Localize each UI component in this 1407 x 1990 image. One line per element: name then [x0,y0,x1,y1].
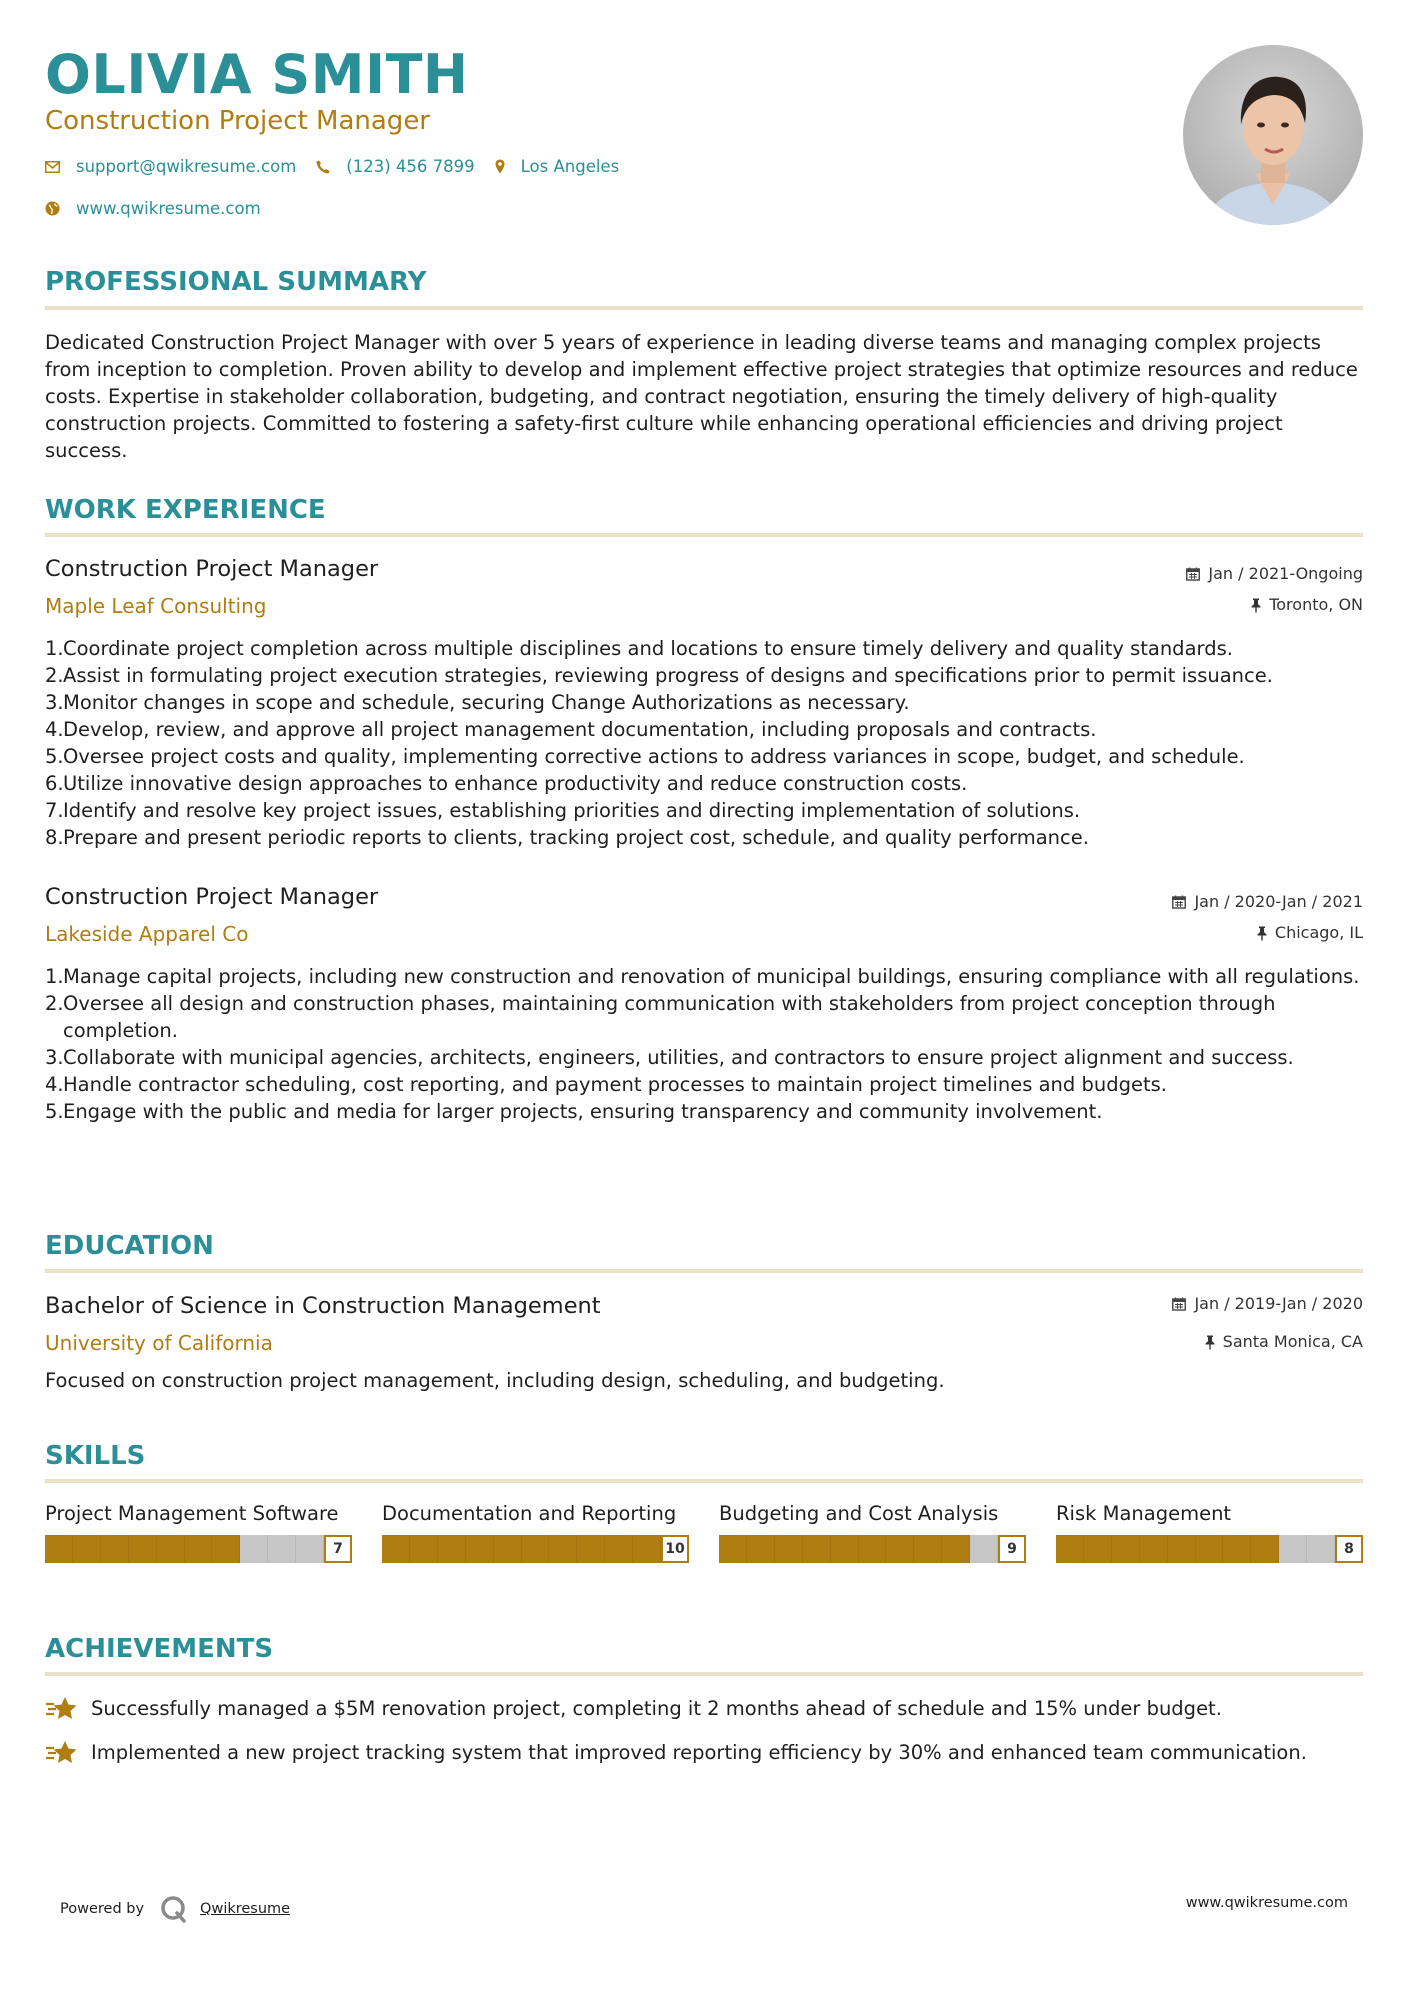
skill-bar-filled-segment [1084,1535,1112,1563]
skill-bar-filled-segment [185,1535,213,1563]
skill-name: Budgeting and Cost Analysis [719,1502,999,1525]
education-school: University of California [45,1331,273,1355]
skill-bar-filled-segment [942,1535,970,1563]
skill-bar-filled-segment [1056,1535,1084,1563]
skill-bar-filled-segment [157,1535,185,1563]
skill-bar-filled-segment [605,1535,633,1563]
skill-bar-filled-segment [101,1535,129,1563]
footer-brand-link[interactable]: Qwikresume [200,1901,291,1917]
skill-bar-filled-segment [549,1535,577,1563]
envelope-icon [45,161,60,173]
skill-score: 7 [324,1535,352,1563]
education-location-text: Santa Monica, CA [1222,1332,1363,1351]
skill-bar-segments [45,1535,324,1563]
location-item [495,157,620,176]
skill-bar-filled-segment [1168,1535,1196,1563]
job-1-duty: Monitor changes in scope and schedule, securing Change Authorizations as necessary. [63,691,910,714]
skill-bar-empty-segment [240,1535,268,1563]
skill-bar-filled-segment [859,1535,887,1563]
job-2-duty: Handle contractor scheduling, cost reporting, and payment processes to maintain project timelines and budgets. [63,1073,1167,1096]
education-degree: Bachelor of Science in Construction Management [45,1293,601,1319]
skill-item [719,1501,1026,1563]
job-1-duty: Develop, review, and approve all project management documentation, including proposals and contracts. [63,718,1097,741]
skill-name: Documentation and Reporting [382,1502,677,1525]
website-text: www.qwikresume.com [76,199,261,218]
job-2-duty: Collaborate with municipal agencies, architects, engineers, utilities, and contractors to ensure project alignment and success. [63,1046,1294,1069]
job-1-location [1251,594,1363,616]
achievements-heading: ACHIEVEMENTS [45,1634,274,1664]
job-2-duty: Oversee all design and construction phases, maintaining communication with stakeholders from project conception through completion. [63,992,1276,1042]
job-2-location [1257,922,1363,944]
skill-bar-filled-segment [410,1535,438,1563]
skill-bar-filled-segment [831,1535,859,1563]
footer-website[interactable]: www.qwikresume.com [1185,1895,1348,1911]
skill-bar-filled-segment [803,1535,831,1563]
skill-bar-filled-segment [466,1535,494,1563]
calendar-icon [1186,567,1200,581]
skill-bar-empty-segment [296,1535,324,1563]
skills-heading: SKILLS [45,1441,146,1471]
star-award-icon [45,1696,79,1722]
skill-bar-filled-segment [719,1535,747,1563]
summary-text: Dedicated Construction Project Manager with over 5 years of experience in leading diverse teams and managing complex projects from inception to completion. Proven ability to develop and implement effective project strategies that optimize resources and reduce costs. Expertise in stakeholder collaboration, budgeting, and contract negotiation, ensuring the timely delivery of high-quality construction projects. Committed to fostering a safety-first culture while enhancing operational efficiencies and driving project success. [45,331,1358,462]
skill-bar-filled-segment [494,1535,522,1563]
job-1-title: Construction Project Manager [45,556,379,582]
skill-bar [1056,1535,1363,1563]
education-dates-text: Jan / 2019-Jan / 2020 [1194,1294,1363,1313]
job-1-duty: Utilize innovative design approaches to enhance productivity and reduce construction costs. [63,772,968,795]
achievements-divider [45,1672,1363,1676]
skill-bar-empty-segment [268,1535,296,1563]
calendar-icon [1172,1297,1186,1311]
phone-text: (123) 456 7899 [346,157,475,176]
achievement-item [45,1695,1363,1722]
skill-bar-filled-segment [438,1535,466,1563]
achievement-text: Implemented a new project tracking system that improved reporting efficiency by 30% and enhanced team communication. [91,1741,1307,1764]
skill-score: 8 [1335,1535,1363,1563]
skill-bar-filled-segment [522,1535,550,1563]
skill-bar-filled-segment [914,1535,942,1563]
job-1-duty: Oversee project costs and quality, implementing corrective actions to address variances in scope, budget, and schedule. [63,745,1245,768]
globe-icon [45,201,60,216]
profile-photo [1183,45,1363,225]
skill-bar-filled-segment [577,1535,605,1563]
email-text: support@qwikresume.com [76,157,297,176]
education-description: Focused on construction project management, including design, scheduling, and budgeting. [45,1369,945,1392]
job-1-duties [45,635,1381,851]
skill-bar-filled-segment [45,1535,73,1563]
summary-heading: PROFESSIONAL SUMMARY [45,267,427,297]
job-2-company: Lakeside Apparel Co [45,922,249,946]
skills-divider [45,1479,1363,1483]
candidate-name: OLIVIA SMITH [45,43,469,106]
job-1-duty: Coordinate project completion across multiple disciplines and locations to ensure timely delivery and quality standards. [63,637,1233,660]
skill-item [382,1501,689,1563]
phone-icon [316,160,330,174]
skill-bar-filled-segment [1140,1535,1168,1563]
contact-row-2 [45,199,281,218]
pushpin-icon [1205,1335,1215,1350]
star-award-icon [45,1740,79,1766]
job-1-company: Maple Leaf Consulting [45,594,267,618]
skill-name: Risk Management [1056,1502,1232,1525]
website-item[interactable] [45,199,261,218]
skill-bar [719,1535,1026,1563]
skill-bar-filled-segment [747,1535,775,1563]
job-1-duty: Identify and resolve key project issues, establishing priorities and directing implementation of solutions. [63,799,1081,822]
skill-name: Project Management Software [45,1502,339,1525]
pushpin-icon [1257,926,1267,941]
calendar-icon [1172,895,1186,909]
phone-item[interactable] [316,157,474,176]
skill-bar-segments [1056,1535,1335,1563]
skill-bar-filled-segment [73,1535,101,1563]
skill-bar-filled-segment [886,1535,914,1563]
location-text: Los Angeles [520,157,620,176]
skill-score: 10 [661,1535,689,1563]
skill-bar-segments [382,1535,661,1563]
contact-row-1 [45,157,639,176]
skill-bar-segments [719,1535,998,1563]
job-1-location-text: Toronto, ON [1269,595,1363,614]
job-2-duty: Manage capital projects, including new construction and renovation of municipal buildings, ensuring compliance with all regulations. [63,965,1360,988]
summary-divider [45,306,1363,310]
job-2-location-text: Chicago, IL [1274,923,1363,942]
candidate-title: Construction Project Manager [45,106,430,136]
job-1-duty: Assist in formulating project execution strategies, reviewing progress of designs and specifications prior to permit issuance. [63,664,1273,687]
skill-bar [382,1535,689,1563]
skill-bar-filled-segment [1112,1535,1140,1563]
skill-score: 9 [998,1535,1026,1563]
job-2-dates-text: Jan / 2020-Jan / 2021 [1194,892,1363,911]
powered-by-text: Powered by [60,1901,145,1917]
job-2-title: Construction Project Manager [45,884,379,910]
achievement-text: Successfully managed a $5M renovation project, completing it 2 months ahead of schedule and 15% under budget. [91,1697,1222,1720]
qwikresume-logo-icon [160,1895,188,1923]
job-2-duty: Engage with the public and media for larger projects, ensuring transparency and community involvement. [63,1100,1103,1123]
education-dates [1172,1293,1363,1315]
skill-bar-filled-segment [1251,1535,1279,1563]
skill-bar-empty-segment [970,1535,998,1563]
skill-bar-filled-segment [129,1535,157,1563]
footer-powered [60,1895,290,1923]
skill-bar-filled-segment [1196,1535,1224,1563]
job-1-duty: Prepare and present periodic reports to clients, tracking project cost, schedule, and quality performance. [63,826,1089,849]
skill-bar-empty-segment [1279,1535,1307,1563]
skill-item [45,1501,352,1563]
experience-divider [45,533,1363,537]
skill-bar-filled-segment [775,1535,803,1563]
email-item[interactable] [45,157,296,176]
skill-bar-filled-segment [633,1535,661,1563]
skill-item [1056,1501,1363,1563]
job-2-duties [45,963,1381,1125]
achievement-item [45,1739,1363,1766]
job-1-dates [1186,563,1363,585]
skill-bar [45,1535,352,1563]
education-heading: EDUCATION [45,1231,214,1261]
skill-bar-filled-segment [212,1535,240,1563]
job-2-dates [1172,891,1363,913]
skill-bar-filled-segment [382,1535,410,1563]
experience-heading: WORK EXPERIENCE [45,495,326,525]
skill-bar-filled-segment [1223,1535,1251,1563]
education-location [1205,1331,1363,1353]
skill-bar-empty-segment [1307,1535,1335,1563]
pushpin-icon [1251,598,1261,613]
job-1-dates-text: Jan / 2021-Ongoing [1208,564,1363,583]
map-pin-icon [495,159,505,174]
education-divider [45,1269,1363,1273]
